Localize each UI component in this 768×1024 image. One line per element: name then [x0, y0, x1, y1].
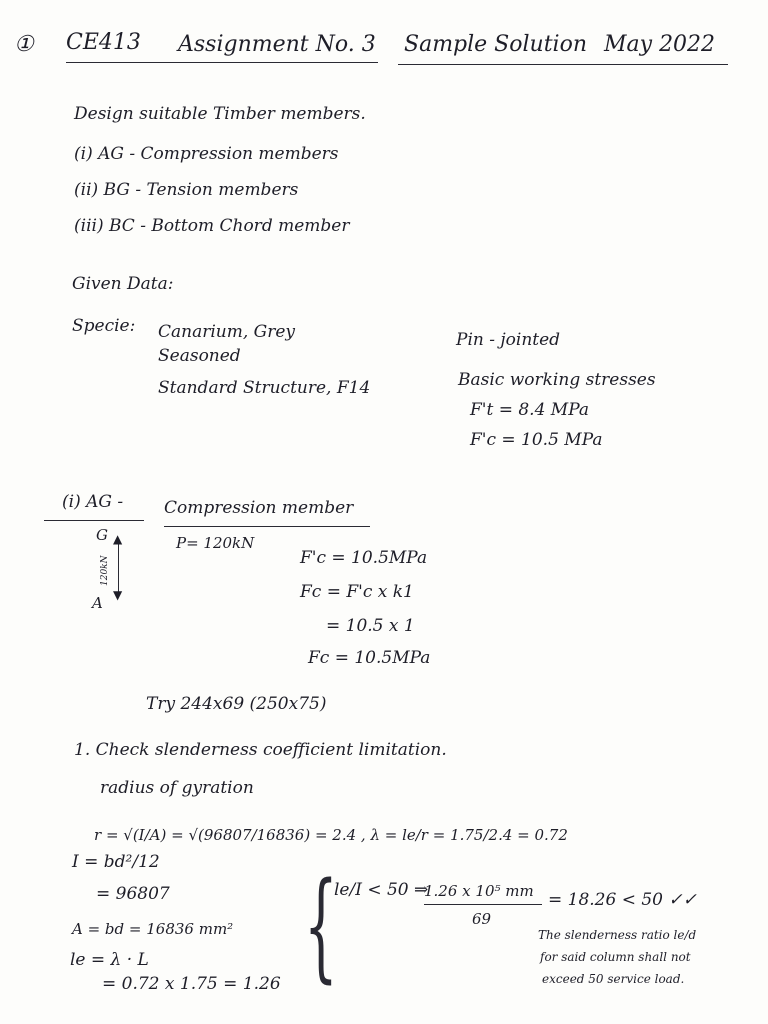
specie-label: Specie:: [72, 316, 136, 336]
check-heading: 1. Check slenderness coefficient limitation.: [74, 740, 447, 760]
load-p-value: P= 120kN: [176, 534, 255, 552]
structure-text: Standard Structure, F14: [158, 378, 371, 398]
brace-symbol: {: [304, 856, 338, 994]
arrow-down-icon: ▼: [113, 588, 123, 602]
ratio-denominator: 69: [472, 910, 492, 928]
arrow-up-icon: ▲: [113, 532, 123, 546]
node-a-label: A: [92, 594, 103, 612]
fc-equation-line: Fc = F'c x k1: [300, 582, 414, 602]
part-1-label: (i) AG -: [62, 492, 124, 512]
specie-value: Canarium, Grey: [158, 322, 296, 342]
le-equation: le = λ · L: [70, 950, 149, 970]
ratio-fraction-bar: [424, 904, 542, 905]
ratio-inequality: le/I < 50 ⇒: [334, 880, 429, 900]
member-item-2: (ii) BG - Tension members: [74, 180, 299, 200]
fc-result-line: Fc = 10.5MPa: [308, 648, 431, 668]
node-g-label: G: [96, 526, 108, 544]
seasoned-text: Seasoned: [158, 346, 241, 366]
note-line-3: exceed 50 service load.: [542, 972, 685, 986]
part-1-title-underline: [164, 526, 370, 527]
le-value: = 0.72 x 1.75 = 1.26: [102, 974, 281, 994]
header-underline-left: [66, 62, 378, 63]
member-item-1: (i) AG - Compression members: [74, 144, 339, 164]
given-heading: Given Data:: [72, 274, 174, 294]
assignment-title: Assignment No. 3: [178, 32, 376, 57]
r-equation: r = √(I/A) = √(96807/16836) = 2.4 , λ = le/r = 1.75/2.4 = 0.72: [94, 826, 568, 844]
part-1-underline: [44, 520, 144, 521]
load-rotated-label: 120kN: [100, 555, 110, 586]
radius-label: radius of gyration: [100, 778, 254, 798]
i-value: = 96807: [96, 884, 170, 904]
header-underline-right: [398, 64, 728, 65]
basic-stresses-text: Basic working stresses: [458, 370, 656, 390]
item-number: ①: [14, 32, 34, 57]
note-line-1: The slenderness ratio le/d: [538, 928, 697, 942]
i-equation: I = bd²/12: [72, 852, 160, 872]
design-statement: Design suitable Timber members.: [74, 104, 366, 124]
fc-prime-line: F'c = 10.5MPa: [300, 548, 428, 568]
solution-title: Sample Solution: [404, 32, 587, 57]
pin-jointed-text: Pin - jointed: [456, 330, 561, 350]
course-code: CE413: [66, 30, 141, 55]
trial-section: Try 244x69 (250x75): [146, 694, 327, 714]
note-line-2: for said column shall not: [540, 950, 691, 964]
fc-substitution-line: = 10.5 x 1: [326, 616, 415, 636]
ft-value: F't = 8.4 MPa: [470, 400, 590, 420]
part-1-title: Compression member: [164, 498, 354, 518]
ratio-result: = 18.26 < 50 ✓✓: [548, 890, 697, 910]
fc-value: F'c = 10.5 MPa: [470, 430, 603, 450]
a-equation: A = bd = 16836 mm²: [72, 920, 234, 938]
date-label: May 2022: [604, 32, 716, 57]
ratio-numerator: 1.26 x 10⁵ mm: [424, 882, 534, 900]
member-item-3: (iii) BC - Bottom Chord member: [74, 216, 350, 236]
